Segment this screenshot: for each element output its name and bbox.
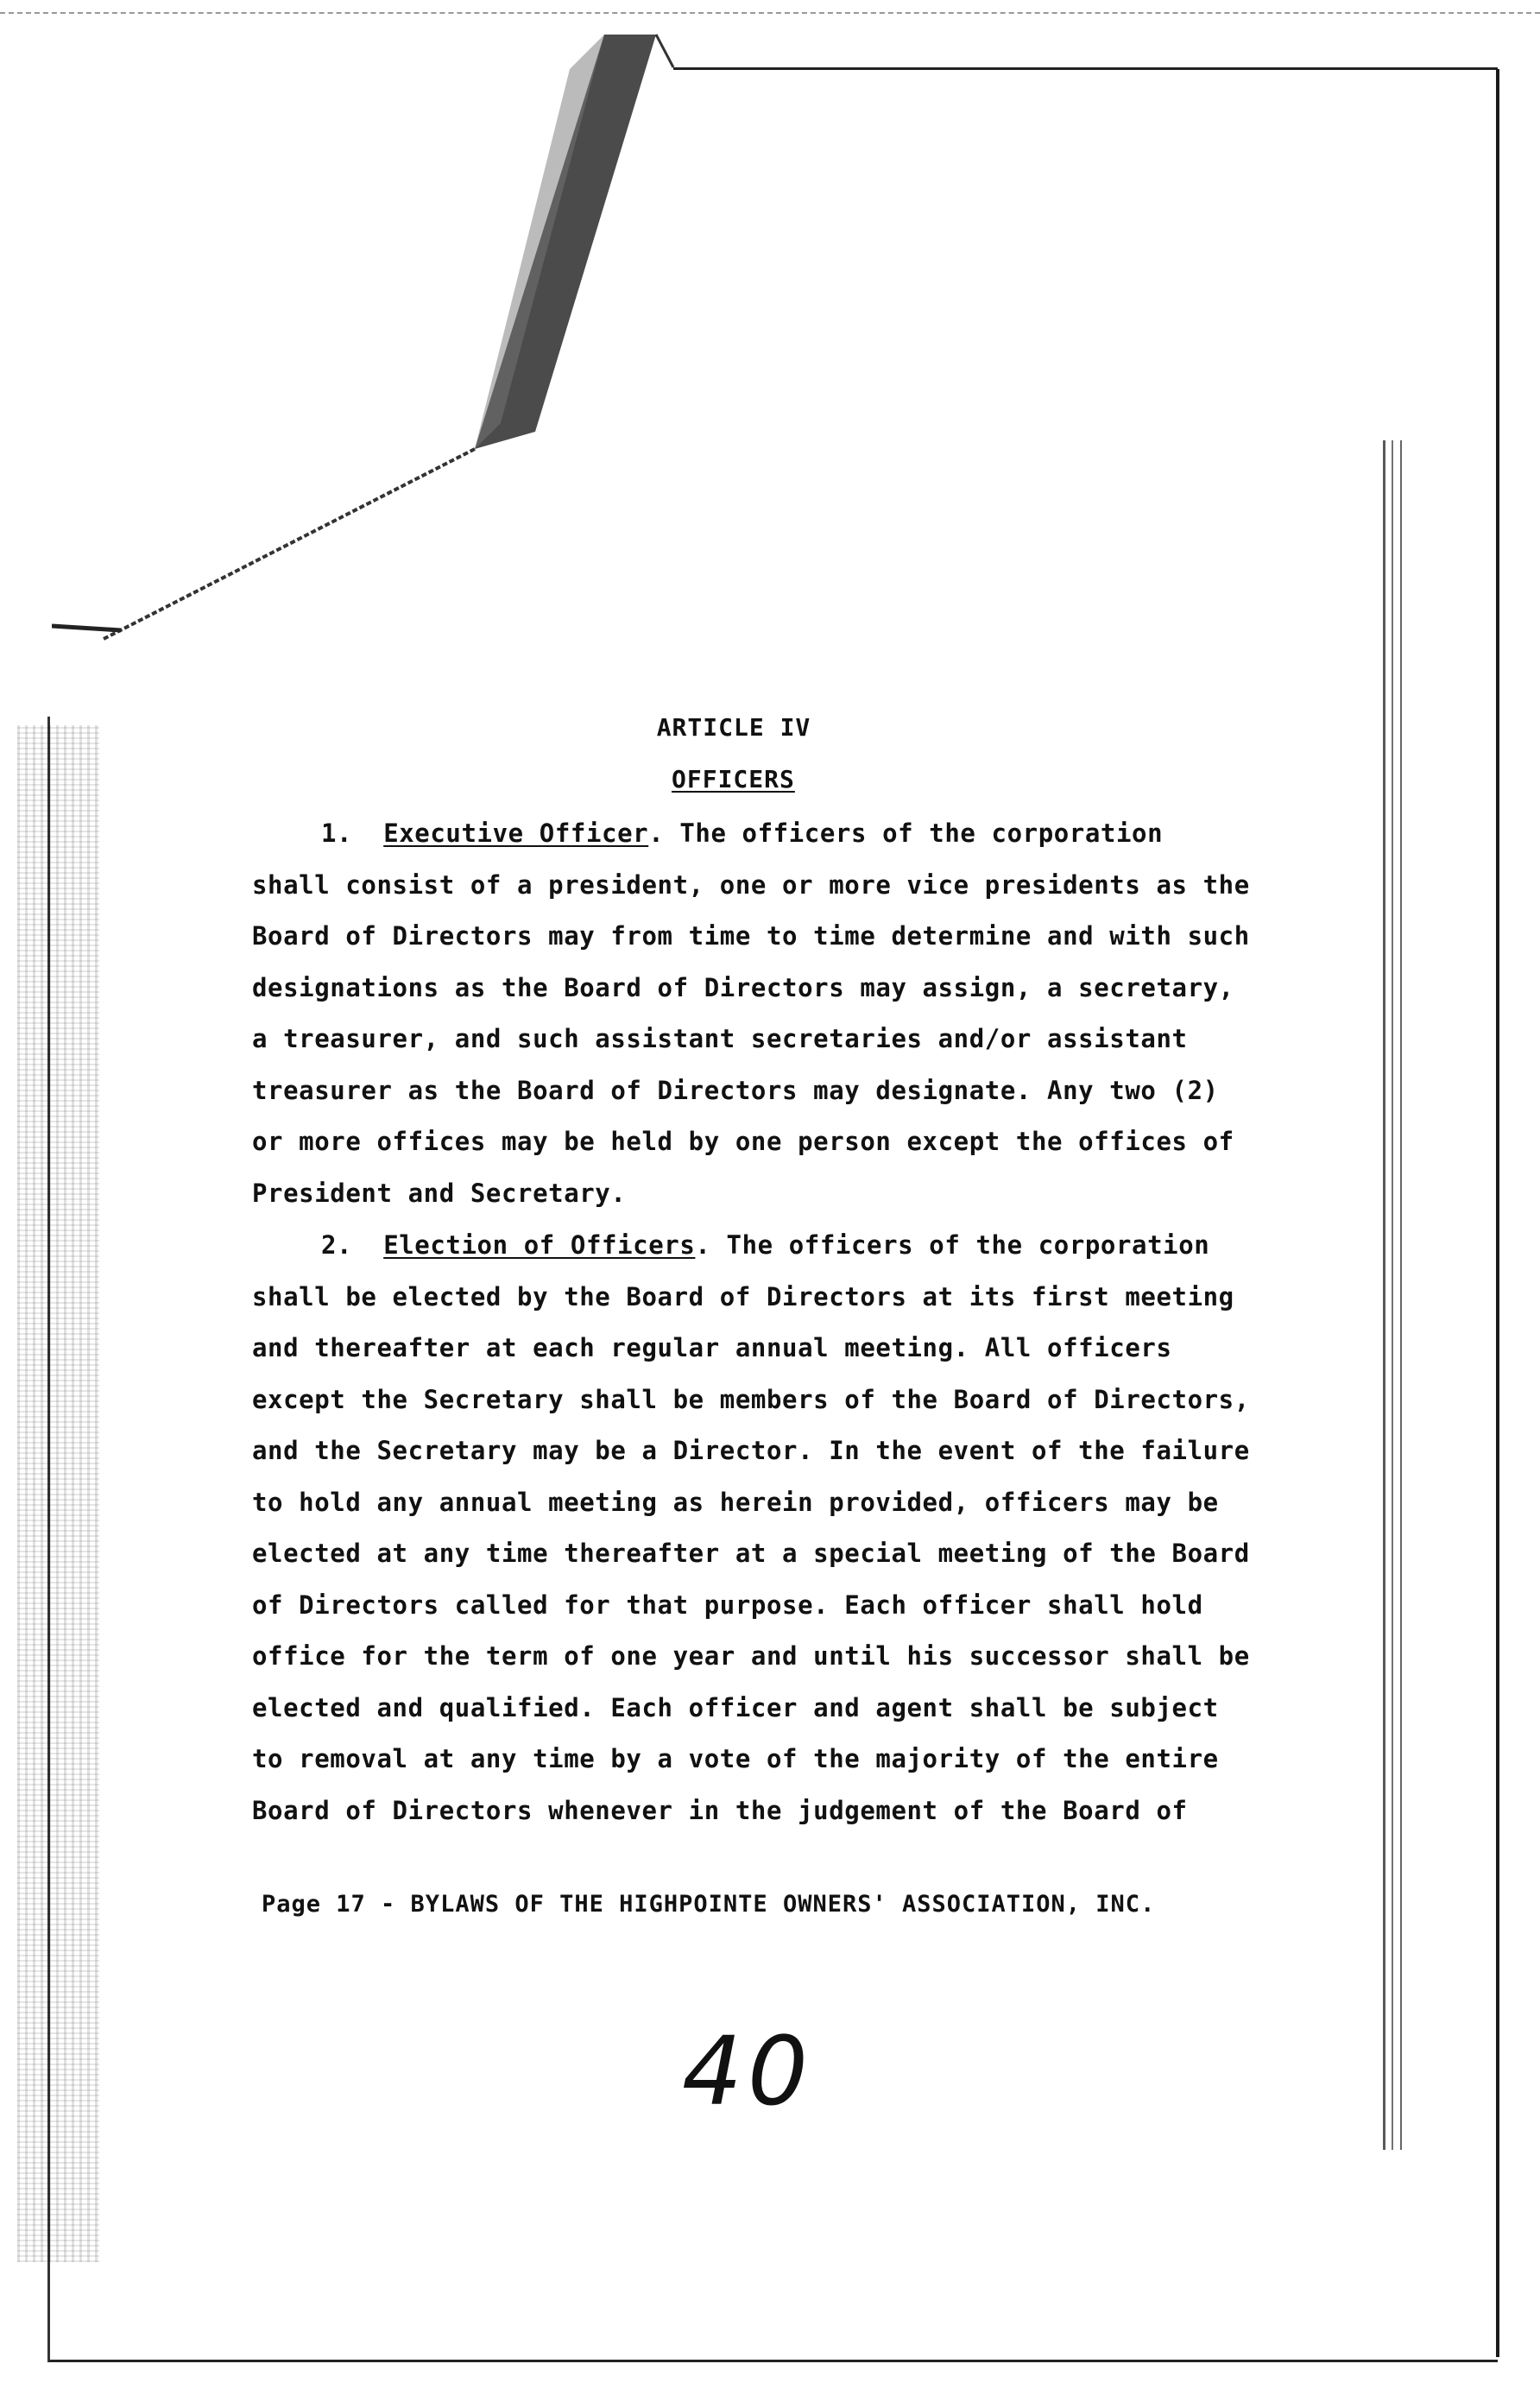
handwritten-page-number: 40 [682, 2016, 813, 2127]
section-title: Executive Officer [383, 818, 649, 848]
section-number: 2. [321, 1230, 353, 1260]
section-text: . The officers of the corporation shall consist of a president, one or more vice presidents as the Board of Directors may from time to time determine and with such designations as the Board of Directors may assign, a secretary, a treasurer, and such assistant secretaries and/or assistant treasurer as the Board of Directors may designate. Any two (2) or more offices may be held by one person except the offices of President and Secretary. [252, 818, 1250, 1208]
page-footer: Page 17 - BYLAWS OF THE HIGHPOINTE OWNERS' ASSOCIATION, INC. [262, 1891, 1156, 1918]
scan-noise-right [1379, 440, 1405, 2150]
scan-edge-top [0, 0, 1540, 14]
scan-noise-left [17, 725, 99, 2262]
section-title: Election of Officers [383, 1230, 696, 1260]
section-text: . The officers of the corporation shall be elected by the Board of Directors at its first meeting and thereafter at each regular annual meeting. All officers except the Secretary shall be members of the Board of Directors, and the Secretary may be a Director. In the event of the failure to hold any annual meeting as herein provided, officers may be elected at any time thereafter at a special meeting of the Board of Directors called for that purpose. Each officer shall hold office for the term of one year and until his successor shall be elected and qualified. Each officer and agent shall be subject to removal at any time by a vote of the majority of the entire Board of Directors whenever in the judgement of the Board of [252, 1230, 1250, 1825]
paragraph-election-of-officers [252, 1220, 1253, 1836]
section-heading: OFFICERS [672, 765, 795, 793]
page-frame-bottom [47, 2360, 1498, 2362]
article-heading: ARTICLE IV [656, 713, 811, 742]
page-frame-right [1496, 69, 1499, 2357]
section-number: 1. [321, 818, 353, 848]
page-frame-top [673, 67, 1498, 70]
folded-corner [52, 17, 691, 656]
paragraph-executive-officer [252, 808, 1253, 1219]
